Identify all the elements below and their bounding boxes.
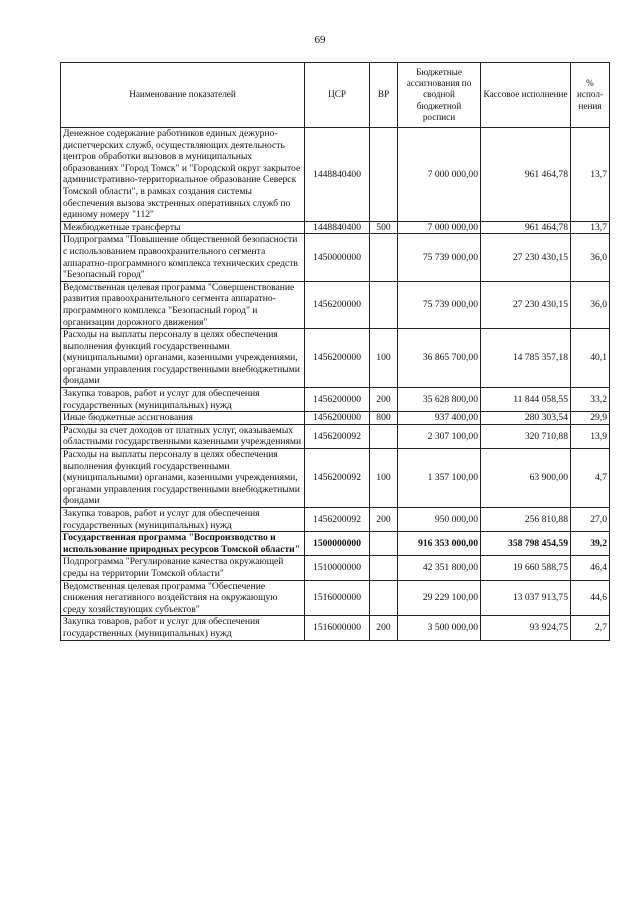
header-name: Наименование показателей bbox=[61, 63, 305, 128]
cell-csr-code: 1456200000 bbox=[305, 329, 370, 388]
cell-cash-execution: 13 037 913,75 bbox=[481, 580, 571, 616]
table-body bbox=[61, 128, 610, 641]
table-row bbox=[61, 424, 610, 448]
table-row bbox=[61, 128, 610, 222]
cell-indicator-name: Расходы за счет доходов от платных услуг, оказываемых областными государственными казенными учреждениями bbox=[61, 424, 305, 448]
cell-vr-code: 100 bbox=[370, 329, 398, 388]
cell-csr-code: 1500000000 bbox=[305, 532, 370, 556]
cell-csr-code: 1448840400 bbox=[305, 128, 370, 222]
cell-percent-execution: 33,2 bbox=[571, 388, 610, 412]
cell-percent-execution: 46,4 bbox=[571, 556, 610, 580]
table-row bbox=[61, 532, 610, 556]
cell-cash-execution: 14 785 357,18 bbox=[481, 329, 571, 388]
header-budget-allocations: Бюджетные ассигнования по сводной бюджетной росписи bbox=[398, 63, 481, 128]
cell-vr-code bbox=[370, 556, 398, 580]
cell-vr-code: 100 bbox=[370, 449, 398, 508]
budget-execution-table bbox=[60, 62, 610, 641]
table-row bbox=[61, 508, 610, 532]
cell-budget-allocations: 7 000 000,00 bbox=[398, 128, 481, 222]
table-row bbox=[61, 329, 610, 388]
cell-csr-code: 1456200092 bbox=[305, 508, 370, 532]
cell-csr-code: 1456200000 bbox=[305, 388, 370, 412]
cell-vr-code bbox=[370, 234, 398, 281]
header-percent-execution: % испол-нения bbox=[571, 63, 610, 128]
cell-percent-execution: 13,9 bbox=[571, 424, 610, 448]
cell-cash-execution: 63 900,00 bbox=[481, 449, 571, 508]
cell-csr-code: 1450000000 bbox=[305, 234, 370, 281]
cell-indicator-name: Иные бюджетные ассигнования bbox=[61, 412, 305, 425]
cell-cash-execution: 358 798 454,59 bbox=[481, 532, 571, 556]
cell-percent-execution: 36,0 bbox=[571, 281, 610, 328]
cell-cash-execution: 280 303,54 bbox=[481, 412, 571, 425]
cell-indicator-name: Закупка товаров, работ и услуг для обеспечения государственных (муниципальных) нужд bbox=[61, 616, 305, 640]
table-row bbox=[61, 580, 610, 616]
table-row bbox=[61, 221, 610, 234]
cell-vr-code: 200 bbox=[370, 388, 398, 412]
cell-vr-code bbox=[370, 532, 398, 556]
cell-indicator-name: Подпрограмма "Регулирование качества окружающей среды на территории Томской области" bbox=[61, 556, 305, 580]
table-row bbox=[61, 388, 610, 412]
cell-percent-execution: 13,7 bbox=[571, 221, 610, 234]
cell-budget-allocations: 36 865 700,00 bbox=[398, 329, 481, 388]
table-row bbox=[61, 449, 610, 508]
cell-budget-allocations: 35 628 800,00 bbox=[398, 388, 481, 412]
cell-cash-execution: 19 660 588,75 bbox=[481, 556, 571, 580]
cell-cash-execution: 961 464,78 bbox=[481, 221, 571, 234]
cell-budget-allocations: 916 353 000,00 bbox=[398, 532, 481, 556]
header-cash-execution: Кассовое исполнение bbox=[481, 63, 571, 128]
cell-indicator-name: Расходы на выплаты персоналу в целях обеспечения выполнения функций государственными (муниципальными) органами, казенными учреждениями, органами управления государственными внебюджетными фондами bbox=[61, 449, 305, 508]
cell-indicator-name: Ведомственная целевая программа "Обеспечение снижения негативного воздействия на окружающую среду хозяйствующих субъектов" bbox=[61, 580, 305, 616]
cell-indicator-name: Денежное содержание работников единых дежурно-диспетчерских служб, осуществляющих деятельность центров обработки вызовов в муниципальных образованиях "Город Томск" и "Городской округ закрытое административно-территориальное образование Северск Томской области", в рамках создания системы обеспечения вызова экстренных оперативных служб по единому номеру "112" bbox=[61, 128, 305, 222]
cell-budget-allocations: 3 500 000,00 bbox=[398, 616, 481, 640]
cell-percent-execution: 13,7 bbox=[571, 128, 610, 222]
cell-budget-allocations: 7 000 000,00 bbox=[398, 221, 481, 234]
table-row bbox=[61, 412, 610, 425]
cell-cash-execution: 93 924,75 bbox=[481, 616, 571, 640]
cell-csr-code: 1448840400 bbox=[305, 221, 370, 234]
cell-csr-code: 1456200092 bbox=[305, 449, 370, 508]
cell-csr-code: 1510000000 bbox=[305, 556, 370, 580]
cell-vr-code: 800 bbox=[370, 412, 398, 425]
cell-vr-code: 200 bbox=[370, 508, 398, 532]
cell-percent-execution: 4,7 bbox=[571, 449, 610, 508]
cell-cash-execution: 27 230 430,15 bbox=[481, 281, 571, 328]
table-row bbox=[61, 234, 610, 281]
cell-vr-code: 200 bbox=[370, 616, 398, 640]
cell-percent-execution: 40,1 bbox=[571, 329, 610, 388]
table-row bbox=[61, 616, 610, 640]
cell-percent-execution: 2,7 bbox=[571, 616, 610, 640]
cell-vr-code: 500 bbox=[370, 221, 398, 234]
cell-indicator-name: Закупка товаров, работ и услуг для обеспечения государственных (муниципальных) нужд bbox=[61, 388, 305, 412]
cell-percent-execution: 29,9 bbox=[571, 412, 610, 425]
cell-budget-allocations: 75 739 000,00 bbox=[398, 281, 481, 328]
cell-budget-allocations: 2 307 100,00 bbox=[398, 424, 481, 448]
cell-indicator-name: Расходы на выплаты персоналу в целях обеспечения выполнения функций государственными (муниципальными) органами, казенными учреждениями, органами управления государственными внебюджетными фондами bbox=[61, 329, 305, 388]
cell-cash-execution: 256 810,88 bbox=[481, 508, 571, 532]
cell-vr-code bbox=[370, 580, 398, 616]
cell-indicator-name: Государственная программа "Воспроизводство и использование природных ресурсов Томской области" bbox=[61, 532, 305, 556]
table-row bbox=[61, 281, 610, 328]
cell-cash-execution: 27 230 430,15 bbox=[481, 234, 571, 281]
cell-indicator-name: Подпрограмма "Повышение общественной безопасности с использованием правоохранительного сегмента аппаратно-программного комплекса технических средств "Безопасный город" bbox=[61, 234, 305, 281]
cell-cash-execution: 11 844 058,55 bbox=[481, 388, 571, 412]
cell-cash-execution: 961 464,78 bbox=[481, 128, 571, 222]
cell-indicator-name: Межбюджетные трансферты bbox=[61, 221, 305, 234]
cell-budget-allocations: 75 739 000,00 bbox=[398, 234, 481, 281]
cell-percent-execution: 27,0 bbox=[571, 508, 610, 532]
cell-csr-code: 1456200000 bbox=[305, 281, 370, 328]
cell-budget-allocations: 937 400,00 bbox=[398, 412, 481, 425]
cell-vr-code bbox=[370, 128, 398, 222]
header-csr: ЦСР bbox=[305, 63, 370, 128]
cell-budget-allocations: 950 000,00 bbox=[398, 508, 481, 532]
cell-percent-execution: 36,0 bbox=[571, 234, 610, 281]
cell-budget-allocations: 29 229 100,00 bbox=[398, 580, 481, 616]
cell-indicator-name: Ведомственная целевая программа "Совершенствование развития правоохранительного сегмента аппаратно-программного комплекса "Безопасный город" и организации дорожного движения" bbox=[61, 281, 305, 328]
page-number: 69 bbox=[314, 34, 326, 46]
cell-vr-code bbox=[370, 281, 398, 328]
cell-csr-code: 1516000000 bbox=[305, 616, 370, 640]
cell-vr-code bbox=[370, 424, 398, 448]
cell-csr-code: 1456200092 bbox=[305, 424, 370, 448]
cell-percent-execution: 44,6 bbox=[571, 580, 610, 616]
cell-csr-code: 1516000000 bbox=[305, 580, 370, 616]
cell-cash-execution: 320 710,88 bbox=[481, 424, 571, 448]
table-row bbox=[61, 556, 610, 580]
cell-indicator-name: Закупка товаров, работ и услуг для обеспечения государственных (муниципальных) нужд bbox=[61, 508, 305, 532]
cell-percent-execution: 39,2 bbox=[571, 532, 610, 556]
table-header-row bbox=[61, 63, 610, 128]
cell-budget-allocations: 42 351 800,00 bbox=[398, 556, 481, 580]
cell-csr-code: 1456200000 bbox=[305, 412, 370, 425]
cell-budget-allocations: 1 357 100,00 bbox=[398, 449, 481, 508]
header-vr: ВР bbox=[370, 63, 398, 128]
